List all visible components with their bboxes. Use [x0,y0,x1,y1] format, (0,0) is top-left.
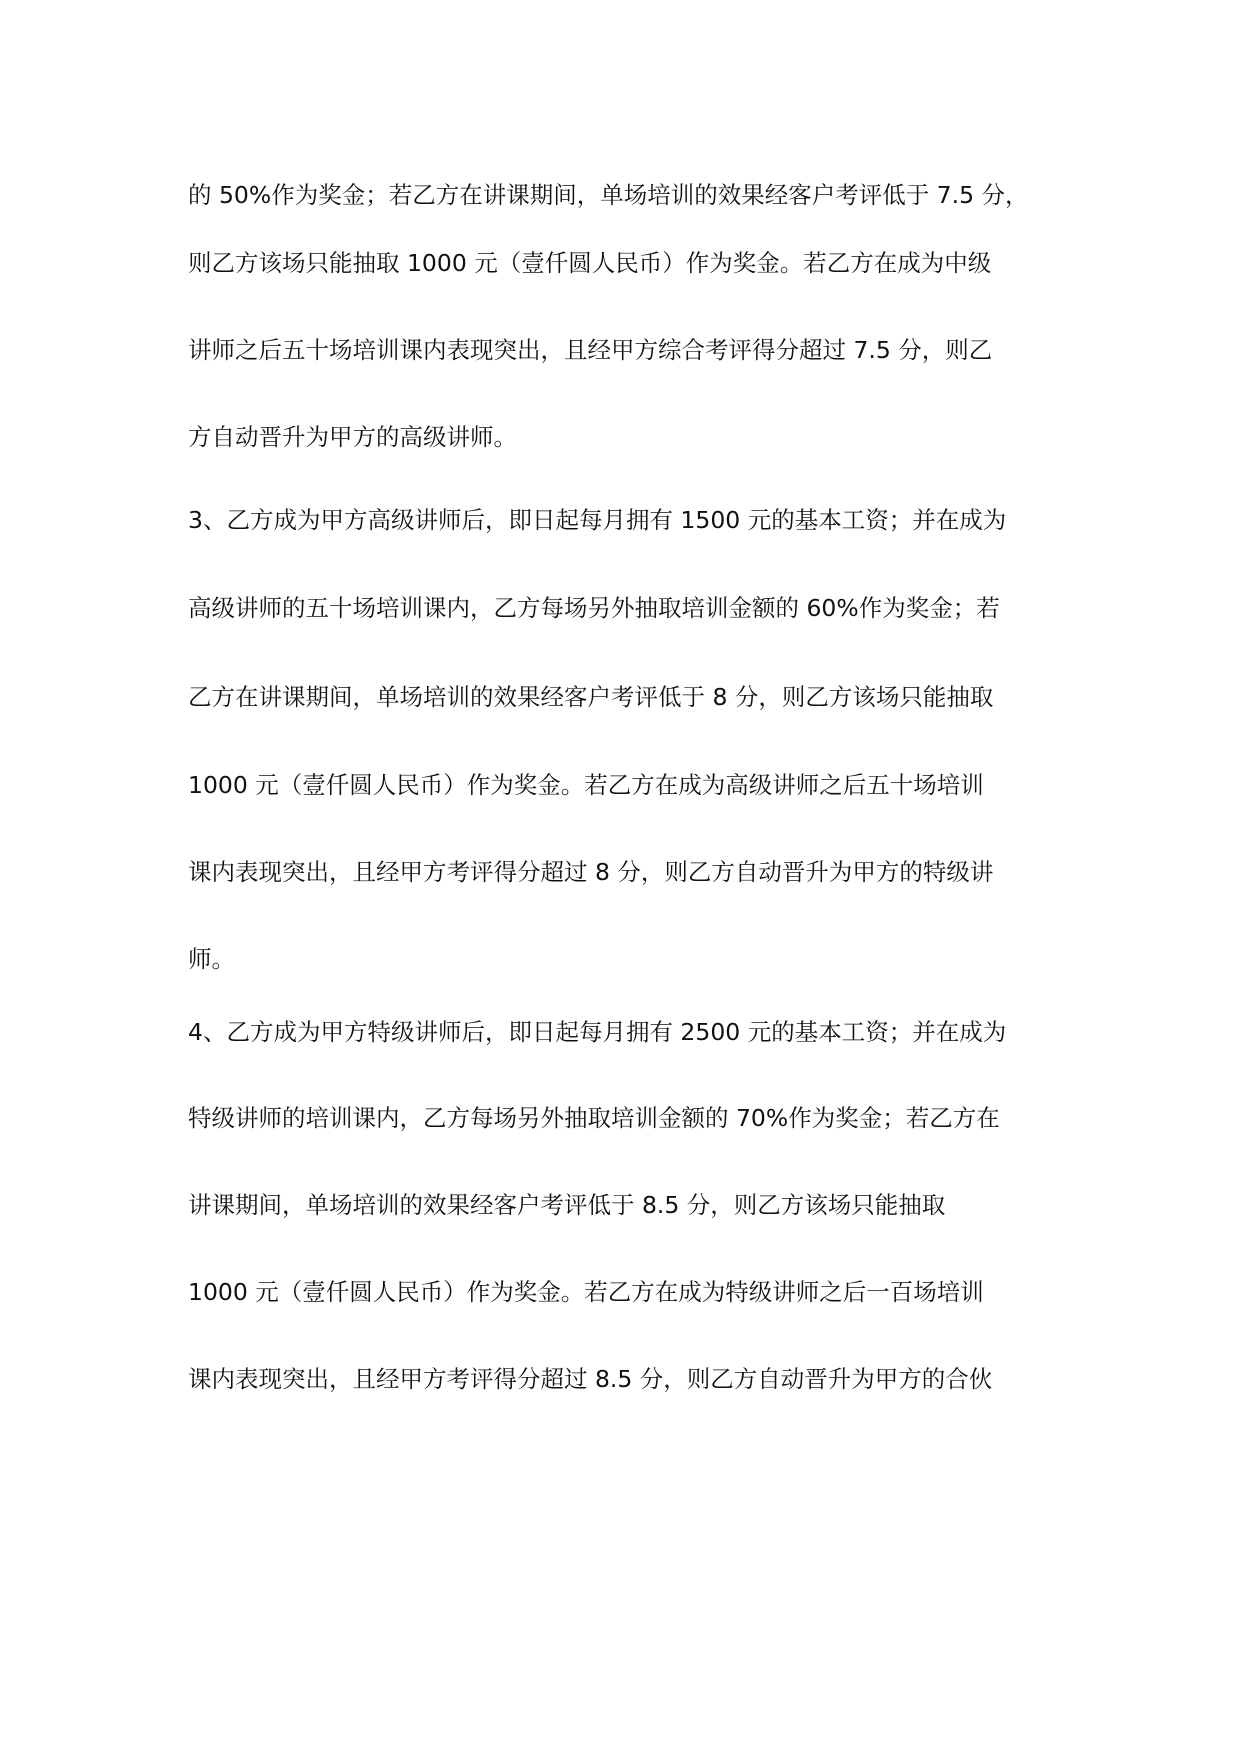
text-line: 乙方在讲课期间，单场培训的效果经客户考评低于 8 分，则乙方该场只能抽取 [188,683,994,711]
text-line: 师。 [188,945,235,973]
text-line: 方自动晋升为甲方的高级讲师。 [188,423,517,451]
text-line: 4、乙方成为甲方特级讲师后，即日起每月拥有 2500 元的基本工资；并在成为 [188,1018,1007,1046]
text-line: 课内表现突出，且经甲方考评得分超过 8.5 分，则乙方自动晋升为甲方的合伙 [188,1365,993,1393]
text-line: 特级讲师的培训课内，乙方每场另外抽取培训金额的 70%作为奖金；若乙方在 [188,1104,1000,1132]
text-line: 1000 元（壹仟圆人民币）作为奖金。若乙方在成为特级讲师之后一百场培训 [188,1278,984,1306]
text-line: 课内表现突出，且经甲方考评得分超过 8 分，则乙方自动晋升为甲方的特级讲 [188,858,994,886]
text-line: 则乙方该场只能抽取 1000 元（壹仟圆人民币）作为奖金。若乙方在成为中级 [188,249,992,277]
text-line: 的 50%作为奖金；若乙方在讲课期间，单场培训的效果经客户考评低于 7.5 分， [188,181,1029,209]
text-line: 高级讲师的五十场培训课内，乙方每场另外抽取培训金额的 60%作为奖金；若 [188,594,1000,622]
text-line: 3、乙方成为甲方高级讲师后，即日起每月拥有 1500 元的基本工资；并在成为 [188,506,1007,534]
text-line: 1000 元（壹仟圆人民币）作为奖金。若乙方在成为高级讲师之后五十场培训 [188,771,984,799]
text-line: 讲课期间，单场培训的效果经客户考评低于 8.5 分，则乙方该场只能抽取 [188,1191,946,1219]
text-line: 讲师之后五十场培训课内表现突出，且经甲方综合考评得分超过 7.5 分，则乙 [188,336,993,364]
